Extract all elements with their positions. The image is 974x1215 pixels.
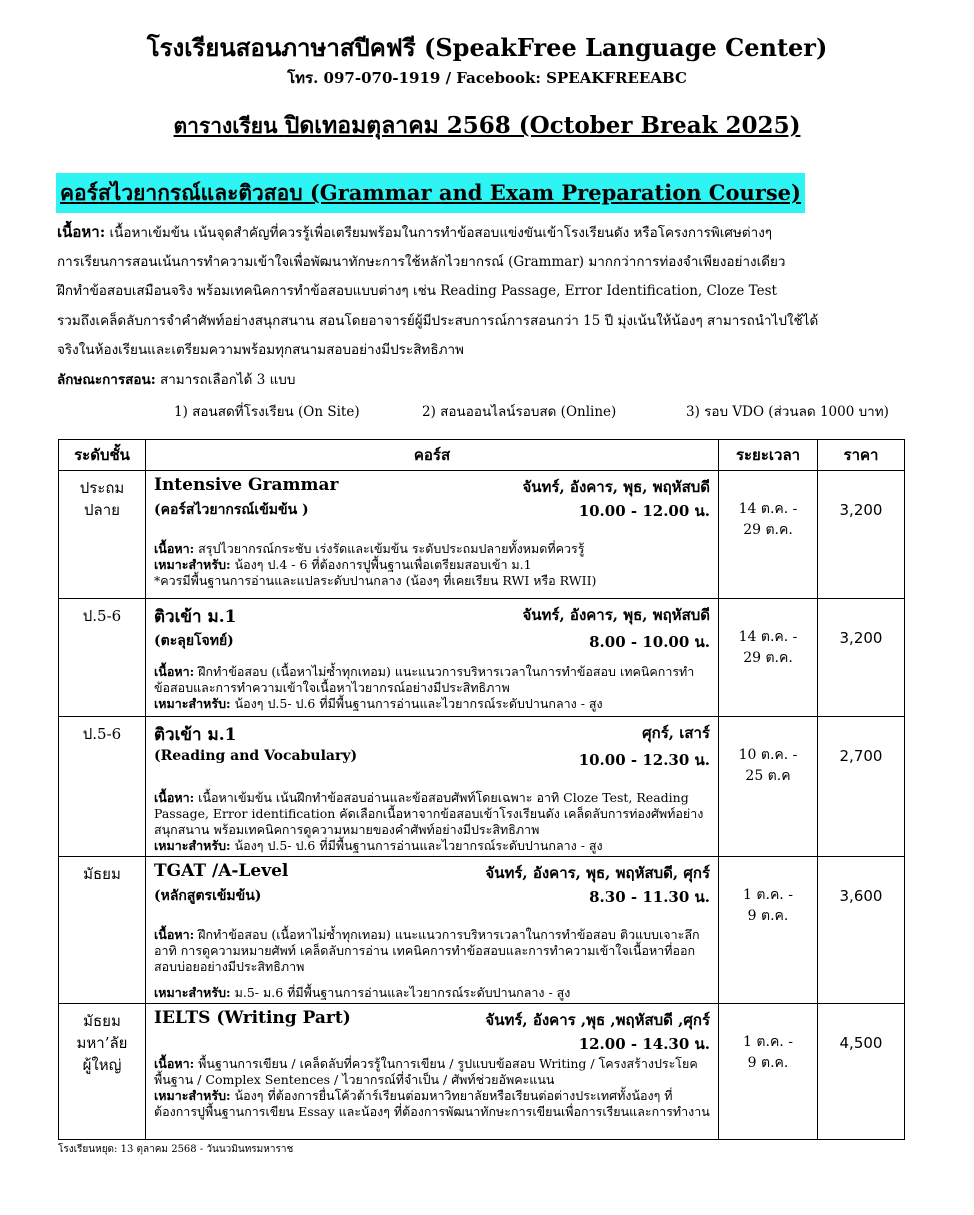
teaching-mode-label: ลักษณะการสอน: [57, 371, 156, 388]
option-onsite: 1) สอนสดที่โรงเรียน (On Site) [174, 404, 360, 420]
course-content: เนื้อหาเข้มข้น เน้นฝึกทำข้อสอบอ่านและข้อสอบศัพท์โดยเฉพาะ อาทิ Cloze Test, Reading Passage, Error identification คัดเลือกเนื้อหาจากข้อสอบเข้าโรงเรียนดัง เคล็ดลับการท่องศัพท์อย่างสนุกสนาน พร้อมเทคนิคการดูความหมายของคำศัพท์อย่างมีประสิทธิภาพ [154, 790, 704, 837]
content-label: เนื้อหา: [154, 1056, 195, 1071]
course-note: *ควรมีพื้นฐานการอ่านและแปลระดับปานกลาง (น้องๆ ที่เคยเรียน RWI หรือ RWII) [154, 573, 597, 588]
course-time: 8.30 - 11.30 น. [589, 888, 710, 906]
price-cell [818, 471, 905, 599]
course-subtitle: (คอร์สไวยากรณ์เข้มข้น ) [154, 502, 309, 518]
price-text: 2,700 [839, 747, 883, 765]
course-time: 10.00 - 12.30 น. [578, 751, 710, 769]
table-row [59, 471, 905, 599]
course-content: สรุปไวยากรณ์กระชับ เร่งรัดและเข้มข้น ระดับประถมปลายทั้งหมดที่ควรรู้ [194, 541, 585, 556]
audience-label: เหมาะสำหรับ: [154, 696, 231, 711]
course-audience: น้องๆ ที่ต้องการยื่นโค้วต้าร์เรียนต่อมหาวิทยาลัยหรือเรียนต่อต่างประเทศทั้งน้องๆ ที่ต้องการปูพื้นฐานการเขียน Essay และน้องๆ ที่ต้องการพัฒนาทักษะการเขียนเพื่อการเรียนและการทำงาน [154, 1088, 710, 1119]
course-name: IELTS (Writing Part) [154, 1008, 351, 1028]
header-course: คอร์ส [146, 440, 719, 471]
course-cell [146, 717, 719, 857]
duration-cell [719, 599, 818, 717]
table-header-row [59, 440, 905, 471]
intro-line-5: จริงในห้องเรียนและเตรียมความพร้อมทุกสนามสอบอย่างมีประสิทธิภาพ [57, 342, 464, 359]
course-name: ติวเข้า ม.1 [154, 725, 237, 745]
course-name: ติวเข้า ม.1 [154, 607, 237, 627]
contact-info: โทร. 097-070-1919 / Facebook: SPEAKFREEABC [287, 69, 687, 87]
table-row [59, 599, 905, 717]
course-time: 12.00 - 14.30 น. [578, 1035, 710, 1053]
price-text: 3,200 [839, 501, 883, 519]
level-text: ป.5-6 [82, 725, 122, 743]
table-row [59, 1004, 905, 1140]
course-audience: น้องๆ ป.4 - 6 ที่ต้องการปูพื้นฐานเพื่อเตรียมสอบเข้า ม.1 [230, 557, 532, 572]
content-label: เนื้อหา: [154, 541, 195, 556]
option-vdo: 3) รอบ VDO (ส่วนลด 1000 บาท) [686, 404, 889, 420]
course-name: Intensive Grammar [154, 475, 339, 495]
course-cell [146, 599, 719, 717]
duration-cell [719, 717, 818, 857]
duration-text: 1 ต.ค. - 9 ต.ค. [743, 1034, 793, 1071]
price-cell [818, 1004, 905, 1140]
course-content: ฝึกทำข้อสอบ (เนื้อหาไม่ซ้ำทุกเทอม) แนะแนวการบริหารเวลาในการทำข้อสอบ เทคนิคการทำข้อสอบและการทำความเข้าใจเนื้อหาไวยากรณ์อย่างมีประสิทธิภาพ [154, 664, 695, 695]
level-cell [59, 599, 146, 717]
course-audience: น้องๆ ป.5- ป.6 ที่มีพื้นฐานการอ่านและไวยากรณ์ระดับปานกลาง - สูง [230, 696, 603, 711]
header-price: ราคา [818, 440, 905, 471]
course-days: จันทร์, อังคาร, พุธ, พฤหัสบดี, ศุกร์ [485, 864, 710, 882]
teaching-mode-text: สามารถเลือกได้ 3 แบบ [155, 371, 296, 388]
price-cell [818, 857, 905, 1004]
intro-line-4: รวมถึงเคล็ดลับการจำคำศัพท์อย่างสนุกสนาน สอนโดยอาจารย์ผู้มีประสบการณ์การสอนกว่า 15 ปี มุ่งเน้นให้น้องๆ สามารถนำไปใช้ได้ [57, 312, 819, 329]
content-label: เนื้อหา: [57, 223, 106, 241]
duration-text: 14 ต.ค. - 29 ต.ค. [738, 629, 798, 666]
duration-text: 1 ต.ค. - 9 ต.ค. [743, 887, 793, 924]
schedule-title: ปิดเทอมตุลาคม 2568 (October Break 2025) [284, 112, 801, 139]
course-subtitle: (ตะลุยโจทย์) [154, 633, 234, 649]
level-text: ประถม ปลาย [79, 479, 125, 519]
course-time: 8.00 - 10.00 น. [589, 633, 710, 651]
level-cell [59, 471, 146, 599]
course-cell [146, 1004, 719, 1140]
course-cell [146, 471, 719, 599]
course-content: พื้นฐานการเขียน / เคล็ดลับที่ควรรู้ในการเขียน / รูปแบบข้อสอบ Writing / โครงสร้างประโยคพื้นฐาน / Complex Sentences / ไวยากรณ์ที่จำเป็น / ศัพท์ช่วยอัพคะแนน [154, 1056, 698, 1087]
duration-text: 10 ต.ค. - 25 ต.ค [738, 747, 798, 784]
course-audience: น้องๆ ป.5- ป.6 ที่มีพื้นฐานการอ่านและไวยากรณ์ระดับปานกลาง - สูง [230, 838, 603, 853]
course-audience: ม.5- ม.6 ที่มีพื้นฐานการอ่านและไวยากรณ์ระดับปานกลาง - สูง [230, 985, 571, 1000]
price-text: 3,200 [839, 629, 883, 647]
section-title: คอร์สไวยากรณ์และติวสอบ (Grammar and Exam Preparation Course) [56, 173, 805, 213]
level-text: ป.5-6 [82, 607, 122, 625]
holiday-footnote: โรงเรียนหยุด: 13 ตุลาคม 2568 - วันนวมินทรมหาราช [58, 1144, 294, 1155]
option-online: 2) สอนออนไลน์รอบสด (Online) [422, 404, 617, 420]
course-days: จันทร์, อังคาร, พุธ, พฤหัสบดี [522, 606, 710, 624]
header-level: ระดับชั้น [59, 440, 146, 471]
price-text: 4,500 [839, 1034, 883, 1052]
course-name: TGAT /A-Level [154, 861, 289, 881]
level-cell [59, 717, 146, 857]
course-subtitle: (หลักสูตรเข้มข้น) [154, 888, 262, 904]
level-text: มัธยม [83, 865, 121, 883]
content-label: เนื้อหา: [154, 927, 195, 942]
level-cell [59, 857, 146, 1004]
intro-line-2: การเรียนการสอนเน้นการทำความเข้าใจเพื่อพัฒนาทักษะการใช้หลักไวยากรณ์ (Grammar) มากกว่าการท่องจำเพียงอย่างเดียว [57, 253, 786, 270]
course-days: จันทร์, อังคาร, พุธ, พฤหัสบดี [522, 478, 710, 496]
course-content: ฝึกทำข้อสอบ (เนื้อหาไม่ซ้ำทุกเทอม) แนะแนวการบริหารเวลาในการทำข้อสอบ ติวแบบเจาะลึก อาทิ การดูความหมายศัพท์ เคล็ดลับการอ่าน เทคนิคการทำข้อสอบและการทำความเข้าใจเนื้อหาที่ออกสอบบ่อยอย่างมีประสิทธิภาพ [154, 927, 700, 974]
header-duration: ระยะเวลา [719, 440, 818, 471]
course-days: จันทร์, อังคาร ,พุธ ,พฤหัสบดี ,ศุกร์ [485, 1011, 710, 1029]
course-time: 10.00 - 12.00 น. [578, 502, 710, 520]
course-intro [57, 218, 927, 396]
course-cell [146, 857, 719, 1004]
price-text: 3,600 [839, 887, 883, 905]
audience-label: เหมาะสำหรับ: [154, 1088, 231, 1103]
schedule-heading [0, 108, 974, 144]
audience-label: เหมาะสำหรับ: [154, 985, 231, 1000]
school-title: โรงเรียนสอนภาษาสปีคฟรี (SpeakFree Language Center) [146, 33, 828, 62]
content-label: เนื้อหา: [154, 664, 195, 679]
duration-cell [719, 1004, 818, 1140]
course-table [58, 439, 905, 1140]
audience-label: เหมาะสำหรับ: [154, 838, 231, 853]
duration-cell [719, 471, 818, 599]
intro-line-3: ฝึกทำข้อสอบเสมือนจริง พร้อมเทคนิคการทำข้อสอบแบบต่างๆ เช่น Reading Passage, Error Identification, Cloze Test [57, 283, 777, 300]
price-cell [818, 599, 905, 717]
schedule-prefix: ตารางเรียน [173, 113, 285, 138]
course-days: ศุกร์, เสาร์ [642, 724, 710, 742]
table-row [59, 857, 905, 1004]
course-subtitle: (Reading and Vocabulary) [154, 748, 358, 764]
intro-line-1: เนื้อหาเข้มข้น เน้นจุดสำคัญที่ควรรู้เพื่อเตรียมพร้อมในการทำข้อสอบแข่งขันเข้าโรงเรียนดัง หรือโครงการพิเศษต่างๆ [105, 225, 773, 241]
level-text: มัธยม มหา’ลัย ผู้ใหญ่ [76, 1012, 128, 1074]
level-cell [59, 1004, 146, 1140]
audience-label: เหมาะสำหรับ: [154, 557, 231, 572]
duration-text: 14 ต.ค. - 29 ต.ค. [738, 501, 798, 538]
duration-cell [719, 857, 818, 1004]
content-label: เนื้อหา: [154, 790, 195, 805]
table-row [59, 717, 905, 857]
price-cell [818, 717, 905, 857]
